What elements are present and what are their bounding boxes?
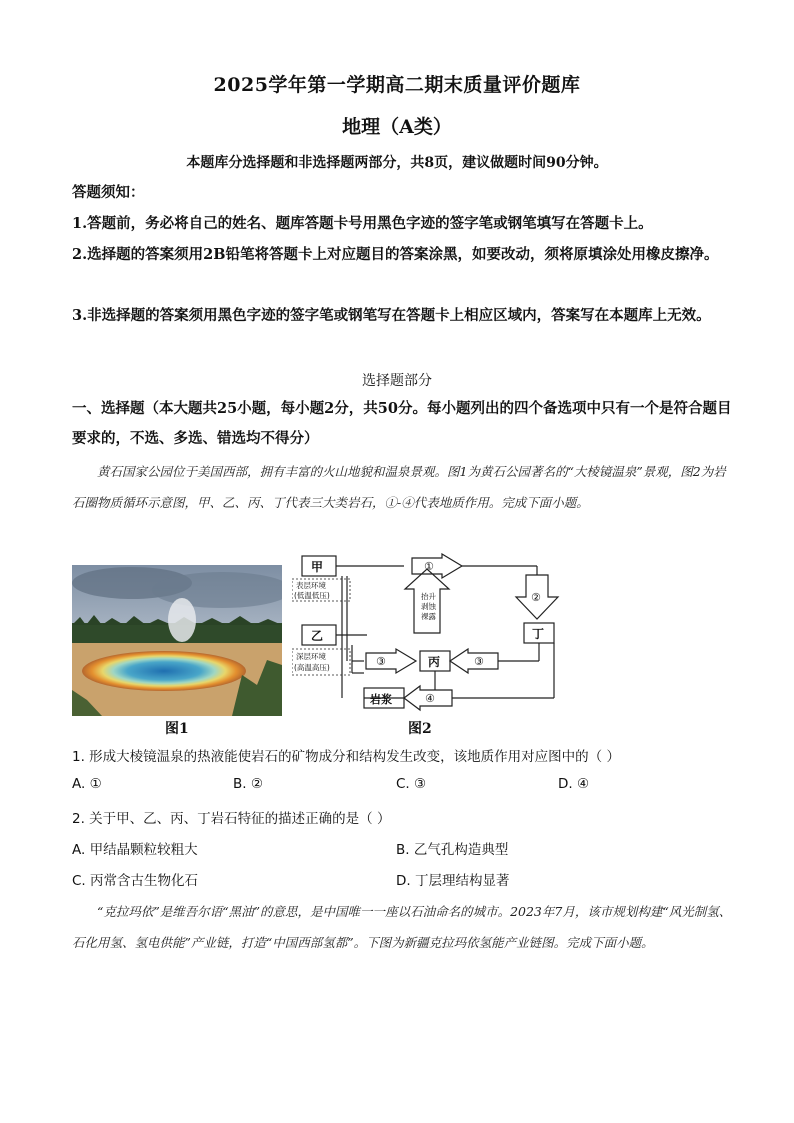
q2-option-a[interactable]: A. 甲结晶颗粒较粗大	[72, 842, 198, 858]
grand-prismatic-spring-image	[72, 565, 282, 716]
q1-option-b[interactable]: B. ②	[233, 776, 263, 792]
notice-heading: 答题须知：	[72, 184, 145, 201]
figure2-rock-cycle	[292, 553, 574, 716]
q1-option-c[interactable]: C. ③	[396, 776, 427, 792]
label-ding: 丁	[532, 627, 545, 641]
label-surface-cond: (低温低压)	[294, 591, 330, 600]
section-title: 选择题部分	[362, 373, 432, 389]
question-2-stem: 2. 关于甲、乙、丙、丁岩石特征的描述正确的是（ ）	[72, 811, 391, 827]
label-process-4: ④	[425, 692, 435, 705]
passage-karamay: “克拉玛依”是维吾尔语“黑油”的意思，是中国唯一一座以石油命名的城市。2023年7月，该市规划构建“风光制氢、石化用氢、氢电供能”产业链，打造“中国西部氢都”。下图为新疆克拉玛依氢能产业链图。完成下面小题。	[72, 904, 732, 950]
label-exposure: 裸露	[421, 612, 436, 621]
notice-item-3: 3.非选择题的答案须用黑色字迹的签字笔或钢笔写在答题卡上相应区域内，答案写在本题库上无效。	[72, 307, 711, 324]
arrow-uplift	[405, 569, 449, 633]
figure1-caption: 图1	[165, 721, 189, 737]
label-jia: 甲	[311, 560, 324, 574]
q2-option-c[interactable]: C. 丙常含古生物化石	[72, 873, 199, 889]
label-yi: 乙	[311, 629, 324, 643]
label-process-2: ②	[531, 591, 541, 604]
label-process-3-left: ③	[376, 655, 386, 668]
exam-intro: 本题库分选择题和非选择题两部分，共8页，建议做题时间90分钟。	[186, 155, 608, 171]
question-1-stem: 1. 形成大棱镜温泉的热液能使岩石的矿物成分和结构发生改变，该地质作用对应图中的（ ）	[72, 749, 620, 765]
label-process-1: ①	[424, 560, 434, 573]
exam-title: 2025学年第一学期高二期末质量评价题库	[213, 74, 581, 96]
passage-yellowstone: 黄石国家公园位于美国西部，拥有丰富的火山地貌和温泉景观。图1为黄石公园著名的“大棱镜温泉”景观，图2为岩石圈物质循环示意图，甲、乙、丙、丁代表三大类岩石，①-④代表地质作用。完成下面小题。	[72, 464, 726, 510]
label-deep-cond: (高温高压)	[294, 663, 330, 672]
arrow-process-1	[412, 554, 462, 578]
subject-title: 地理（A类）	[342, 116, 452, 138]
label-magma: 岩浆	[370, 693, 392, 706]
label-uplift: 抬升	[421, 592, 436, 601]
notice-item-2: 2.选择题的答案须用2B铅笔将答题卡上对应题目的答案涂黑，如要改动，须将原填涂处用橡皮擦净。	[72, 246, 719, 263]
label-bing: 丙	[428, 655, 441, 669]
q1-option-d[interactable]: D. ④	[558, 776, 590, 792]
label-process-3-right: ③	[474, 655, 484, 668]
label-surface-env: 表层环境	[296, 581, 326, 590]
q2-option-d[interactable]: D. 丁层理结构显著	[396, 873, 510, 889]
label-erosion: 剥蚀	[421, 602, 436, 611]
label-deep-env: 深层环境	[296, 652, 326, 661]
notice-item-1: 1.答题前，务必将自己的姓名、题库答题卡号用黑色字迹的签字笔或钢笔填写在答题卡上。	[72, 215, 653, 232]
arrow-process-3-left	[366, 649, 416, 673]
q1-option-a[interactable]: A. ①	[72, 776, 102, 792]
figure2-caption: 图2	[408, 721, 432, 737]
q2-option-b[interactable]: B. 乙气孔构造典型	[396, 842, 509, 858]
figure1-photo	[72, 565, 282, 716]
section-heading: 一、选择题（本大题共25小题，每小题2分，共50分。每小题列出的四个备选项中只有一个是符合题目要求的，不选、多选、错选均不得分）	[72, 400, 732, 447]
